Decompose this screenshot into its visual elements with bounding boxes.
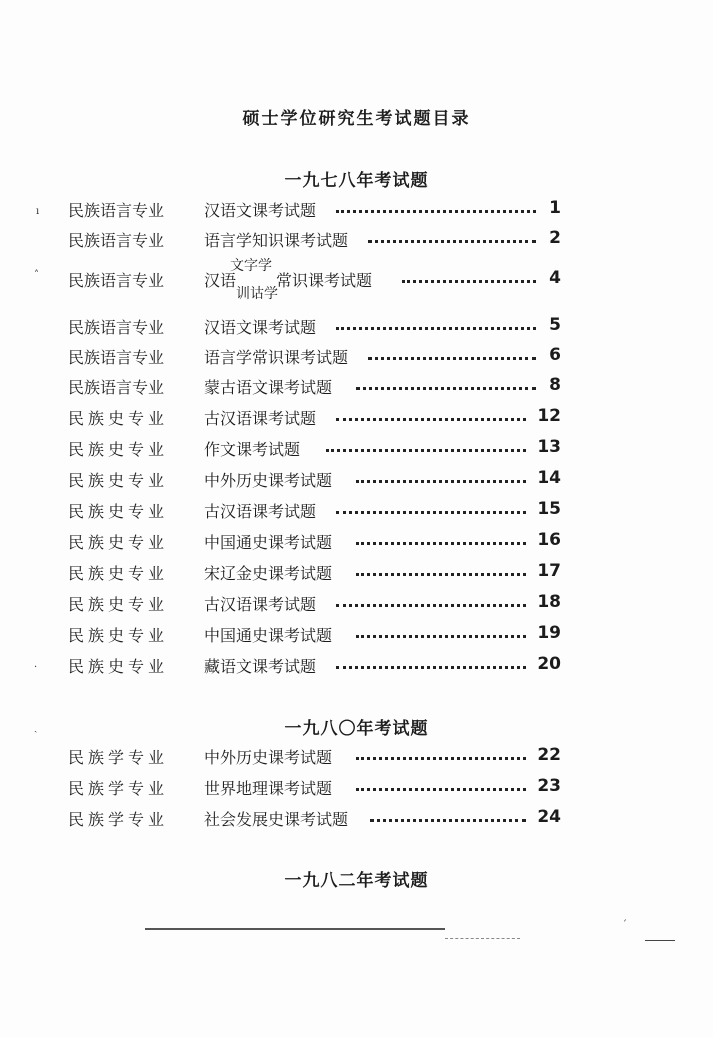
entry-course-suffix: 常识课考试题 [276, 271, 373, 290]
dot-leader [368, 357, 536, 360]
entry-course-bottom: 训诂学 [236, 286, 278, 302]
toc-entry [0, 198, 713, 222]
entry-page: 18 [537, 592, 561, 612]
entry-major: 民族史专业 [68, 533, 169, 552]
page-title: 硕士学位研究生考试题目录 [242, 109, 471, 129]
entry-page: 6 [549, 345, 561, 365]
entry-major: 民族史专业 [68, 471, 169, 490]
toc-entry [0, 745, 713, 769]
entry-major: 民族史专业 [68, 502, 169, 521]
entry-major: 民族史专业 [68, 564, 169, 583]
toc-entry [0, 228, 713, 252]
toc-entry [0, 592, 713, 616]
entry-major: 民族语言专业 [68, 318, 165, 337]
entry-course: 藏语文课考试题 [204, 657, 317, 676]
entry-page: 12 [537, 406, 561, 426]
toc-entry [0, 345, 713, 369]
entry-major: 民族语言专业 [68, 231, 165, 250]
entry-course: 宋辽金史课考试题 [204, 564, 333, 583]
entry-course-prefix: 汉语 [204, 271, 237, 290]
entry-page: 15 [537, 499, 561, 519]
dot-leader [336, 666, 526, 669]
entry-major: 民族语言专业 [68, 378, 165, 397]
toc-entry [0, 807, 713, 831]
toc-entry [0, 776, 713, 800]
entry-course: 中外历史课考试题 [204, 471, 333, 490]
entry-page: 17 [537, 561, 561, 581]
entry-course: 中国通史课考试题 [204, 626, 333, 645]
entry-page: 19 [537, 623, 561, 643]
section-heading-1982: 一九八二年考试题 [284, 871, 429, 891]
entry-page: 14 [537, 468, 561, 488]
dot-leader [368, 240, 536, 243]
entry-page: 2 [549, 228, 561, 248]
entry-major: 民族学专业 [68, 810, 169, 829]
entry-course: 世界地理课考试题 [204, 779, 333, 798]
entry-major: 民族史专业 [68, 626, 169, 645]
scan-rule [645, 940, 675, 941]
toc-entry [0, 499, 713, 523]
scan-mark: ı [36, 206, 40, 217]
dot-leader [336, 418, 526, 421]
dot-leader [336, 511, 526, 514]
entry-major: 民族史专业 [68, 595, 169, 614]
toc-entry [0, 623, 713, 647]
entry-major: 民族史专业 [68, 440, 169, 459]
scan-mark: ˄ [34, 270, 39, 281]
dot-leader [402, 280, 536, 283]
dot-leader [336, 604, 526, 607]
entry-course: 中国通史课考试题 [204, 533, 333, 552]
entry-page: 8 [549, 375, 561, 395]
toc-entry [0, 375, 713, 399]
scan-rule [145, 928, 445, 930]
entry-course: 作文课考试题 [204, 440, 301, 459]
toc-entry [0, 530, 713, 554]
toc-entry [0, 258, 713, 304]
section-heading-1978: 一九七八年考试题 [284, 171, 429, 191]
toc-entry [0, 406, 713, 430]
entry-course: 汉语文课考试题 [204, 201, 317, 220]
dot-leader [356, 387, 536, 390]
dot-leader [356, 573, 526, 576]
scan-mark: ˏ [34, 722, 38, 733]
entry-course: 汉语文课考试题 [204, 318, 317, 337]
toc-entry [0, 437, 713, 461]
entry-major: 民族学专业 [68, 748, 169, 767]
entry-course-top: 文字学 [230, 258, 272, 274]
dot-leader [356, 542, 526, 545]
entry-page: 4 [549, 268, 561, 288]
dot-leader [370, 819, 526, 822]
entry-course: 古汉语课考试题 [204, 595, 317, 614]
dot-leader [356, 635, 526, 638]
entry-course: 语言学常识课考试题 [204, 348, 349, 367]
dot-leader [356, 788, 526, 791]
entry-page: 1 [549, 198, 561, 218]
toc-entry [0, 654, 713, 678]
dot-leader [326, 449, 526, 452]
entry-major: 民族语言专业 [68, 201, 165, 220]
dot-leader [336, 210, 536, 213]
entry-course: 古汉语课考试题 [204, 502, 317, 521]
entry-major: 民族学专业 [68, 779, 169, 798]
entry-major: 民族史专业 [68, 657, 169, 676]
scan-mark: ˊ [622, 920, 627, 931]
dot-leader [356, 757, 526, 760]
entry-major: 民族语言专业 [68, 348, 165, 367]
dot-leader [356, 480, 526, 483]
entry-course: 中外历史课考试题 [204, 748, 333, 767]
entry-page: 5 [549, 315, 561, 335]
entry-page: 20 [537, 654, 561, 674]
entry-page: 22 [537, 745, 561, 765]
entry-major: 民族史专业 [68, 409, 169, 428]
dot-leader [336, 327, 536, 330]
entry-page: 24 [537, 807, 561, 827]
scan-mark: · [34, 662, 38, 673]
section-heading-1980: 一九八〇年考试题 [284, 719, 429, 739]
entry-course: 社会发展史课考试题 [204, 810, 349, 829]
entry-course: 蒙古语文课考试题 [204, 378, 333, 397]
entry-page: 13 [537, 437, 561, 457]
toc-entry [0, 315, 713, 339]
entry-course: 古汉语课考试题 [204, 409, 317, 428]
toc-entry [0, 468, 713, 492]
toc-entry [0, 561, 713, 585]
entry-page: 16 [537, 530, 561, 550]
scan-rule [445, 938, 520, 939]
entry-page: 23 [537, 776, 561, 796]
entry-major: 民族语言专业 [68, 271, 165, 290]
entry-course: 语言学知识课考试题 [204, 231, 349, 250]
